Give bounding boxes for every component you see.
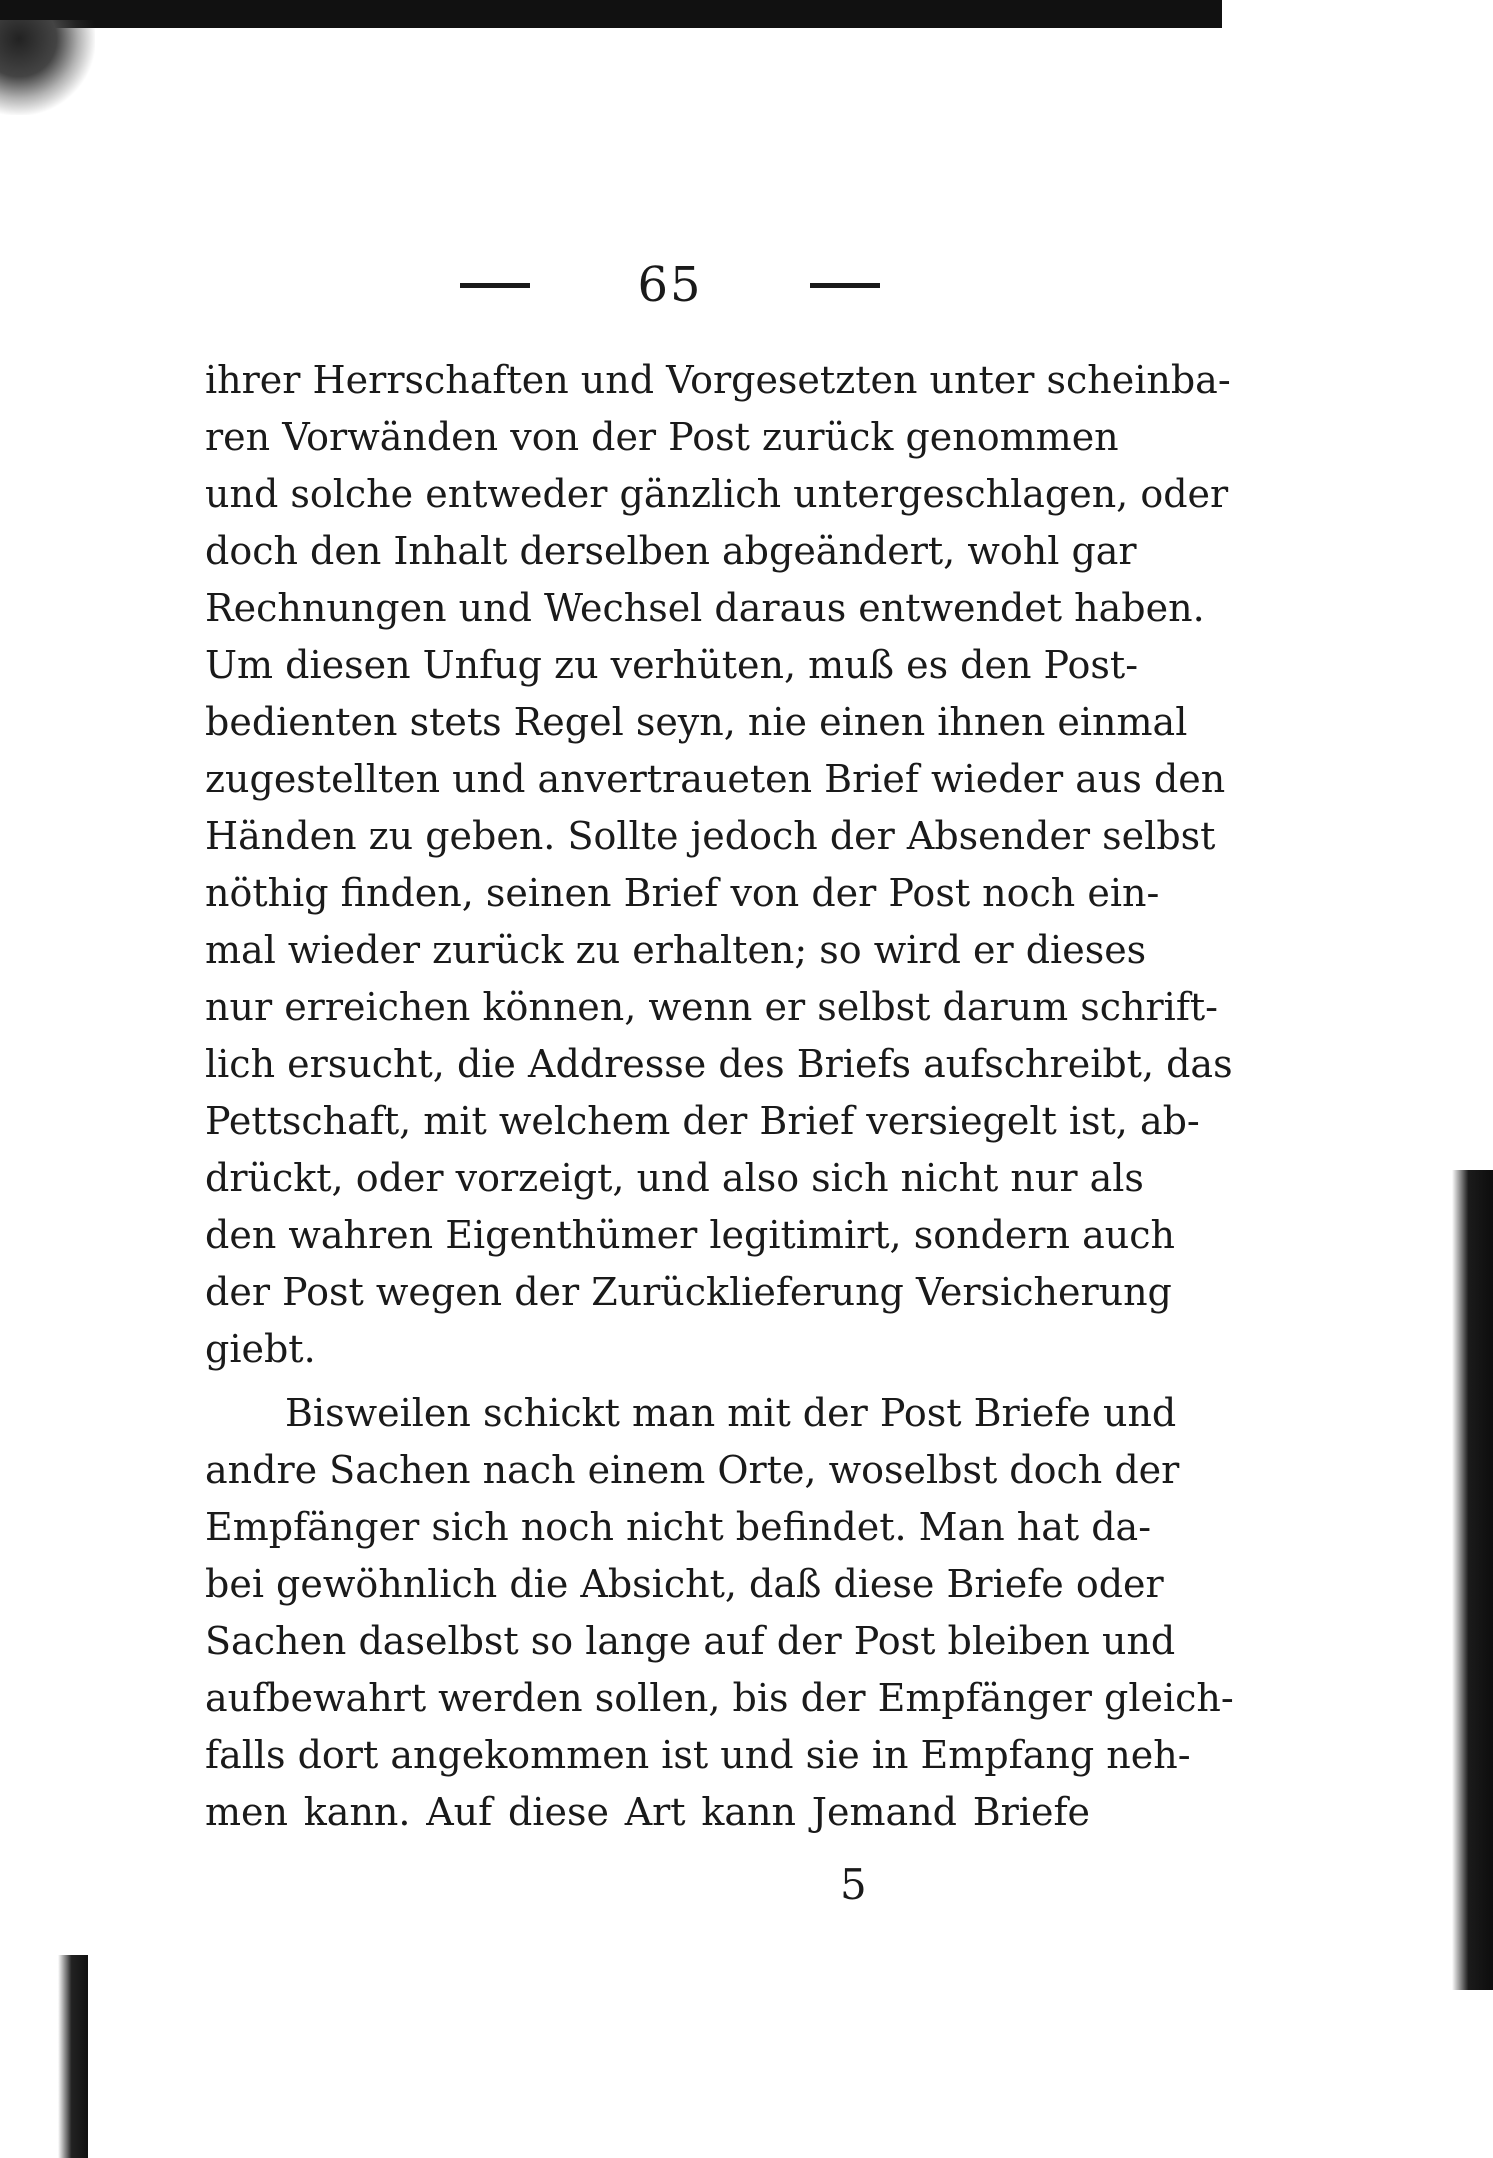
header-right-dash: [810, 283, 880, 288]
text-line: lich ersucht, die Addresse des Briefs aufschreibt, das: [205, 1042, 1233, 1086]
text-line: nur erreichen können, wenn er selbst darum schrift-: [205, 985, 1218, 1029]
text-line: den wahren Eigenthümer legitimirt, sondern auch: [205, 1213, 1175, 1257]
header-left-dash: [460, 283, 530, 288]
text-line: drückt, oder vorzeigt, und also sich nicht nur als: [205, 1156, 1144, 1200]
text-line: nöthig finden, seinen Brief von der Post noch ein-: [205, 871, 1160, 915]
text-line: men kann. Auf diese Art kann Jemand Briefe: [205, 1790, 1090, 1834]
signature-mark: 5: [840, 1860, 867, 1909]
text-line: bei gewöhnlich die Absicht, daß diese Briefe oder: [205, 1562, 1164, 1606]
text-line: Händen zu geben. Sollte jedoch der Absender selbst: [205, 814, 1216, 858]
text-line: Empfänger sich noch nicht befindet. Man hat da-: [205, 1505, 1152, 1549]
page-number: 65: [637, 257, 703, 313]
text-line: und solche entweder gänzlich untergeschlagen, oder: [205, 472, 1229, 516]
text-line: ihrer Herrschaften und Vorgesetzten unter scheinba-: [205, 358, 1231, 402]
text-line: der Post wegen der Zurücklieferung Versicherung: [205, 1270, 1172, 1314]
text-line: Sachen daselbst so lange auf der Post bleiben und: [205, 1619, 1176, 1663]
text-line: doch den Inhalt derselben abgeändert, wohl gar: [205, 529, 1137, 573]
scan-corner-smudge: [0, 20, 95, 115]
text-line: Bisweilen schickt man mit der Post Briefe und: [285, 1391, 1177, 1435]
text-line: Pettschaft, mit welchem der Brief versiegelt ist, ab-: [205, 1099, 1200, 1143]
text-line: falls dort angekommen ist und sie in Empfang neh-: [205, 1733, 1191, 1777]
text-line: Rechnungen und Wechsel daraus entwendet haben.: [205, 586, 1205, 630]
text-line: Um diesen Unfug zu verhüten, muß es den Post-: [205, 643, 1139, 687]
text-line: mal wieder zurück zu erhalten; so wird er dieses: [205, 928, 1147, 972]
text-line: zugestellten und anvertraueten Brief wieder aus den: [205, 757, 1226, 801]
text-line: ren Vorwänden von der Post zurück genommen: [205, 415, 1119, 459]
scan-left-edge-shadow: [58, 1955, 88, 2158]
text-line: aufbewahrt werden sollen, bis der Empfänger gleich-: [205, 1676, 1234, 1720]
scan-right-edge-shadow: [1452, 1170, 1493, 1990]
text-line: giebt.: [205, 1327, 316, 1371]
text-line: andre Sachen nach einem Orte, woselbst doch der: [205, 1448, 1180, 1492]
page-header: [460, 250, 880, 320]
scan-top-border: [0, 0, 1222, 28]
text-line: bedienten stets Regel seyn, nie einen ihnen einmal: [205, 700, 1188, 744]
